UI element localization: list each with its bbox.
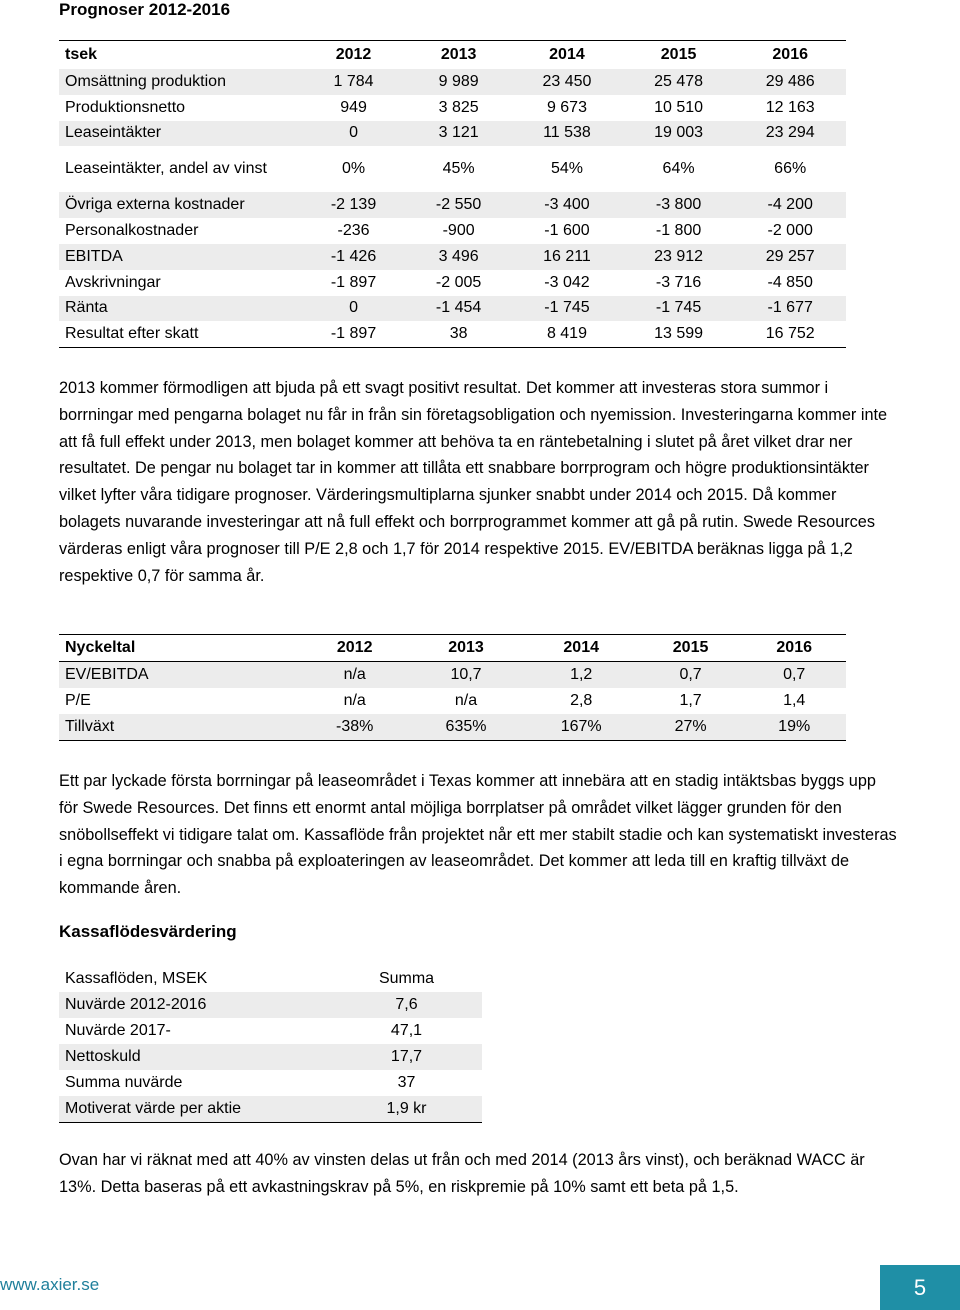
cell: -1 677 bbox=[767, 299, 813, 317]
table-row bbox=[59, 1044, 482, 1070]
cell: 19 003 bbox=[654, 124, 704, 142]
row-label: Tillväxt bbox=[65, 718, 115, 735]
cell: 23 450 bbox=[542, 72, 592, 90]
row-label: Personalkostnader bbox=[65, 222, 199, 240]
cell: 13 599 bbox=[654, 325, 704, 343]
header-cell: 2013 bbox=[440, 46, 477, 63]
header-cell: Summa bbox=[378, 970, 435, 987]
cell: -3 800 bbox=[655, 196, 702, 214]
row-label: Summa nuvärde bbox=[65, 1074, 183, 1091]
row-label: Leaseintäkter bbox=[65, 124, 162, 142]
cell: 9 989 bbox=[438, 72, 479, 90]
cashflow-table bbox=[59, 966, 482, 1123]
cell: 9 673 bbox=[546, 98, 587, 116]
cashflow-heading: Kassaflödesvärdering bbox=[59, 922, 237, 941]
table-row bbox=[59, 321, 846, 347]
table-row bbox=[59, 296, 846, 322]
paragraph-assumptions: Ovan har vi räknat med att 40% av vinsten delas ut från och med 2014 (2013 års vinst), och beräknad WACC är 13%. Detta baseras på ett avkastningskrav på 5%, en riskpremie på 10% samt ett beta på 1,5. bbox=[59, 1151, 865, 1196]
row-label: Nettoskuld bbox=[65, 1048, 141, 1065]
cell: 3 121 bbox=[438, 124, 479, 142]
table-row bbox=[59, 662, 846, 689]
row-label: P/E bbox=[65, 692, 91, 709]
cell: 23 912 bbox=[654, 247, 704, 265]
cell: -4 850 bbox=[767, 273, 813, 291]
cell: 1 784 bbox=[333, 72, 374, 90]
cell: 25 478 bbox=[654, 72, 704, 90]
cell: 1,2 bbox=[570, 666, 593, 683]
table-row bbox=[59, 146, 846, 192]
cell: 11 538 bbox=[543, 124, 591, 142]
website-link[interactable]: www.axier.se bbox=[0, 1275, 100, 1294]
page-number: 5 bbox=[913, 1274, 927, 1300]
cell: -1 800 bbox=[655, 222, 702, 240]
cell: 2,8 bbox=[570, 692, 593, 709]
cell: 23 294 bbox=[765, 124, 815, 142]
cell: 0,7 bbox=[679, 666, 702, 683]
cell: 27% bbox=[674, 718, 707, 735]
row-label: Ränta bbox=[65, 299, 108, 317]
cell: 7,6 bbox=[395, 996, 418, 1013]
cell: n/a bbox=[343, 692, 366, 709]
cell: 66% bbox=[774, 160, 807, 178]
cell: -4 200 bbox=[767, 196, 813, 214]
header-cell: 2014 bbox=[549, 46, 585, 63]
header-cell: 2012 bbox=[335, 46, 372, 63]
cell: 0,7 bbox=[783, 666, 806, 683]
cell: n/a bbox=[343, 666, 366, 683]
header-cell: 2015 bbox=[639, 635, 743, 662]
table-row bbox=[59, 992, 482, 1018]
cell: 12 163 bbox=[765, 98, 815, 116]
cell: 17,7 bbox=[390, 1048, 423, 1065]
cell: -1 745 bbox=[655, 299, 702, 317]
table-row bbox=[59, 714, 846, 741]
header-cell: 2012 bbox=[301, 635, 408, 662]
cell: -1 426 bbox=[330, 247, 377, 265]
cell: 37 bbox=[397, 1074, 416, 1091]
table-row bbox=[59, 95, 846, 121]
row-label: EBITDA bbox=[65, 247, 123, 265]
key-ratios-table bbox=[59, 634, 846, 741]
header-cell: Nyckeltal bbox=[59, 635, 301, 662]
table-row bbox=[59, 218, 846, 244]
table-row bbox=[59, 1018, 482, 1044]
cell: -236 bbox=[337, 222, 370, 240]
page-title: Prognoser 2012-2016 bbox=[59, 0, 231, 19]
table-header-row bbox=[59, 635, 846, 662]
cell: 167% bbox=[560, 718, 602, 735]
row-label: EV/EBITDA bbox=[65, 666, 149, 683]
table-row bbox=[59, 192, 846, 218]
cell: -3 716 bbox=[655, 273, 702, 291]
header-cell: 2015 bbox=[660, 46, 697, 63]
row-label: Resultat efter skatt bbox=[65, 325, 199, 343]
cell: 16 211 bbox=[543, 247, 591, 265]
cell: 949 bbox=[340, 98, 367, 116]
header-cell: 2014 bbox=[524, 635, 639, 662]
paragraph-forecast-comment: 2013 kommer förmodligen att bjuda på ett svagt positivt resultat. Det kommer att investeras stora summor i borrningar med pengarna bolaget nu får in från sin företagsobligation och nyemission. Investeringarna kommer inte att få full effekt under 2013, men bolaget kommer att behöva ta en räntebetalning i slutet på året vilket drar ner resultatet. De pengar nu bolaget tar in kommer att tillåta ett snabbare borrprogram och högre produktionsintäkter vilket lyfter våra tidigare prognoser. Värderingsmultiplarna sjunker snabbt under 2014 och 2015. Då kommer bolagets nuvarande investeringar att nå full effekt och borrprogrammet kommer att gå på rutin. Swede Resources värderas enligt våra prognoser till P/E 2,8 och 1,7 för 2014 respektive 2015. EV/EBITDA beräknas ligga på 1,2 respektive 0,7 för samma år. bbox=[59, 379, 888, 585]
row-label: Nuvärde 2012-2016 bbox=[65, 996, 207, 1013]
cell: -1 745 bbox=[544, 299, 590, 317]
table-row bbox=[59, 270, 846, 296]
cell: -2 005 bbox=[435, 273, 482, 291]
row-label: Omsättning produktion bbox=[65, 72, 226, 90]
cell: 0% bbox=[341, 160, 366, 178]
header-cell: 2013 bbox=[408, 635, 523, 662]
cell: n/a bbox=[454, 692, 478, 709]
cell: -900 bbox=[442, 222, 475, 240]
row-label: Produktionsnetto bbox=[65, 98, 186, 116]
table-row bbox=[59, 1070, 482, 1096]
cell: 1,4 bbox=[783, 692, 806, 709]
cell: 45% bbox=[442, 160, 475, 178]
table-header-row bbox=[59, 41, 846, 70]
cell: -1 897 bbox=[330, 273, 377, 291]
forecast-table bbox=[59, 40, 846, 348]
cell: 8 419 bbox=[546, 325, 587, 343]
cell: 0 bbox=[349, 124, 358, 142]
table-header-row bbox=[59, 966, 482, 992]
cell: 10 510 bbox=[654, 98, 704, 116]
page-number-badge bbox=[880, 1265, 960, 1310]
cell: -1 454 bbox=[435, 299, 482, 317]
table-row bbox=[59, 688, 846, 714]
cell: -38% bbox=[336, 718, 374, 735]
cell: 10,7 bbox=[450, 666, 482, 683]
cell: 64% bbox=[662, 160, 695, 178]
row-label: Övriga externa kostnader bbox=[65, 196, 245, 214]
cell: 1,7 bbox=[679, 692, 702, 709]
table-row bbox=[59, 1096, 482, 1123]
cell: -1 600 bbox=[544, 222, 590, 240]
cell: -2 550 bbox=[435, 196, 482, 214]
cell: 0 bbox=[349, 299, 358, 317]
paragraph-texas-lease: Ett par lyckade första borrningar på leaseområdet i Texas kommer att innebära att en stadig intäktsbas byggs upp för Swede Resources. Det finns ett enormt antal möjliga borrplatser på området vilket lägger grunden för den snöbollseffekt vi tidigare talat om. Kassaflöde från projektet når ett mer stabilt stadie och kan systematiskt investeras i egna borrningar och snabba på exploateringen av leaseområdet. Det kommer att leda till en kraftig tillväxt de kommande åren. bbox=[59, 772, 897, 898]
cell: -3 400 bbox=[544, 196, 590, 214]
cell: -1 897 bbox=[330, 325, 377, 343]
row-label: Nuvärde 2017- bbox=[65, 1022, 171, 1039]
table-row bbox=[59, 244, 846, 270]
header-cell: 2016 bbox=[772, 46, 808, 63]
cell: 29 486 bbox=[765, 72, 815, 90]
cell: -2 000 bbox=[767, 222, 813, 240]
row-label: Motiverat värde per aktie bbox=[65, 1100, 242, 1117]
cell: 38 bbox=[449, 325, 468, 343]
cell: 635% bbox=[445, 718, 487, 735]
cell: 1,9 kr bbox=[386, 1100, 427, 1117]
cell: 47,1 bbox=[390, 1022, 423, 1039]
table-row bbox=[59, 121, 846, 147]
cell: -2 139 bbox=[330, 196, 377, 214]
row-label: Avskrivningar bbox=[65, 273, 161, 291]
cell: 29 257 bbox=[765, 247, 815, 265]
row-label: Leaseintäkter, andel av vinst bbox=[65, 160, 267, 178]
header-cell: tsek bbox=[65, 46, 98, 63]
cell: 54% bbox=[550, 160, 583, 178]
cell: 16 752 bbox=[765, 325, 815, 343]
header-cell: 2016 bbox=[742, 635, 846, 662]
cell: -3 042 bbox=[544, 273, 590, 291]
cell: 19% bbox=[778, 718, 811, 735]
cell: 3 496 bbox=[438, 247, 479, 265]
table-row bbox=[59, 69, 846, 95]
header-cell: Kassaflöden, MSEK bbox=[65, 970, 208, 987]
cell: 3 825 bbox=[438, 98, 479, 116]
